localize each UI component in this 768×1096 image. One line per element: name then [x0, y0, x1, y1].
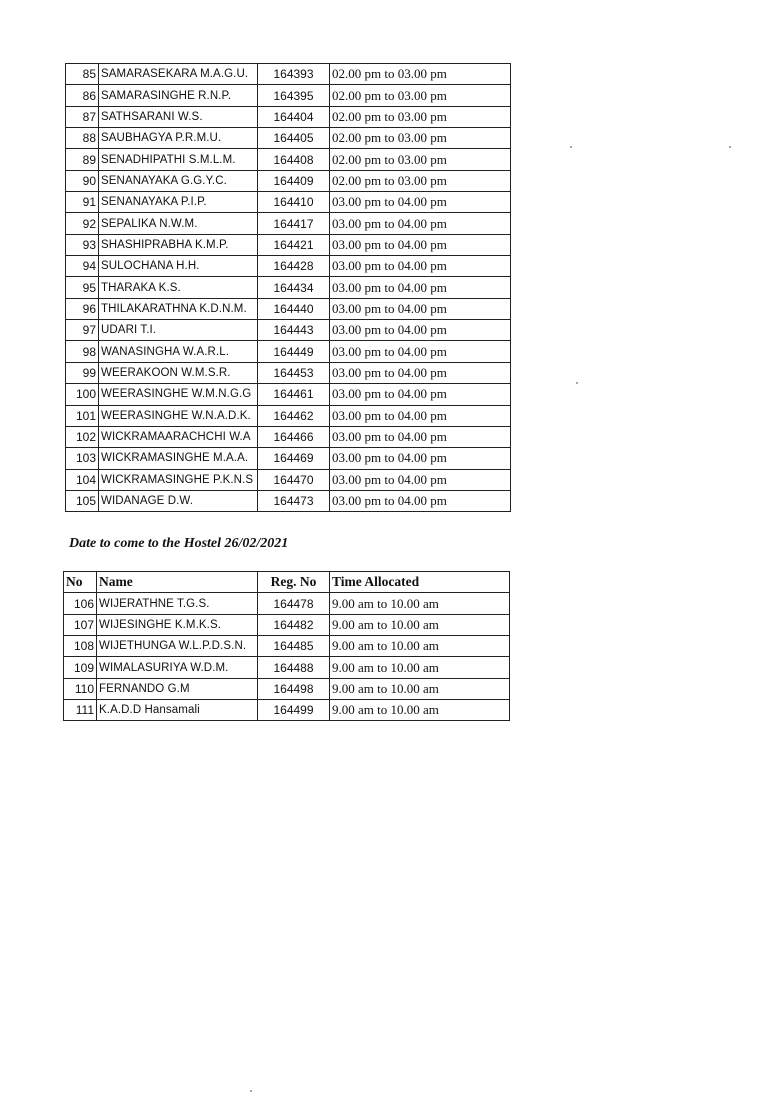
row-no: 94: [66, 256, 99, 277]
row-no: 89: [66, 149, 99, 170]
reg-no: 164499: [258, 700, 330, 721]
reg-no: 164453: [258, 362, 330, 383]
table-row: [66, 405, 511, 426]
header-no: No: [64, 572, 97, 593]
table-row: [66, 213, 511, 234]
student-name: WICKRAMASINGHE M.A.A.: [99, 448, 258, 469]
student-name: WANASINGHA W.A.R.L.: [99, 341, 258, 362]
table-row: [66, 341, 511, 362]
table-row: [66, 234, 511, 255]
allocation-table-2: [63, 571, 510, 721]
student-name: K.A.D.D Hansamali: [97, 700, 258, 721]
reg-no: 164470: [258, 469, 330, 490]
header-time-allocated: Time Allocated: [330, 572, 510, 593]
row-no: 105: [66, 490, 99, 511]
scan-speck: [729, 146, 731, 148]
time-allocated: 03.00 pm to 04.00 pm: [330, 490, 511, 511]
table-row: [64, 593, 510, 614]
table-row: [66, 277, 511, 298]
row-no: 92: [66, 213, 99, 234]
row-no: 97: [66, 320, 99, 341]
table-row: [66, 128, 511, 149]
student-name: UDARI T.I.: [99, 320, 258, 341]
row-no: 102: [66, 426, 99, 447]
reg-no: 164434: [258, 277, 330, 298]
row-no: 99: [66, 362, 99, 383]
table-row: [64, 678, 510, 699]
time-allocated: 9.00 am to 10.00 am: [330, 678, 510, 699]
time-allocated: 03.00 pm to 04.00 pm: [330, 192, 511, 213]
reg-no: 164405: [258, 128, 330, 149]
row-no: 98: [66, 341, 99, 362]
student-name: FERNANDO G.M: [97, 678, 258, 699]
hostel-date-heading: Date to come to the Hostel 26/02/2021: [69, 536, 289, 551]
reg-no: 164409: [258, 170, 330, 191]
reg-no: 164404: [258, 106, 330, 127]
table-row: [66, 469, 511, 490]
row-no: 101: [66, 405, 99, 426]
row-no: 88: [66, 128, 99, 149]
table-row: [66, 256, 511, 277]
student-name: WICKRAMASINGHE P.K.N.S: [99, 469, 258, 490]
table-row: [66, 85, 511, 106]
table-row: [66, 384, 511, 405]
reg-no: 164408: [258, 149, 330, 170]
row-no: 93: [66, 234, 99, 255]
table-2-header: [64, 572, 510, 593]
table-row: [66, 170, 511, 191]
row-no: 95: [66, 277, 99, 298]
reg-no: 164461: [258, 384, 330, 405]
scan-speck: [250, 1090, 252, 1092]
row-no: 104: [66, 469, 99, 490]
student-name: WEERASINGHE W.M.N.G.G: [99, 384, 258, 405]
time-allocated: 02.00 pm to 03.00 pm: [330, 64, 511, 85]
table-row: [66, 106, 511, 127]
reg-no: 164482: [258, 614, 330, 635]
time-allocated: 9.00 am to 10.00 am: [330, 700, 510, 721]
table-row: [66, 320, 511, 341]
table-row: [66, 192, 511, 213]
row-no: 100: [66, 384, 99, 405]
time-allocated: 9.00 am to 10.00 am: [330, 636, 510, 657]
student-name: THILAKARATHNA K.D.N.M.: [99, 298, 258, 319]
row-no: 86: [66, 85, 99, 106]
student-name: SENANAYAKA G.G.Y.C.: [99, 170, 258, 191]
time-allocated: 03.00 pm to 04.00 pm: [330, 277, 511, 298]
scan-speck: [576, 382, 578, 384]
time-allocated: 03.00 pm to 04.00 pm: [330, 320, 511, 341]
table-row: [66, 448, 511, 469]
table-row: [66, 298, 511, 319]
row-no: 96: [66, 298, 99, 319]
time-allocated: 02.00 pm to 03.00 pm: [330, 170, 511, 191]
header-row: [64, 572, 510, 593]
reg-no: 164421: [258, 234, 330, 255]
row-no: 107: [64, 614, 97, 635]
row-no: 110: [64, 678, 97, 699]
reg-no: 164469: [258, 448, 330, 469]
student-name: SENADHIPATHI S.M.L.M.: [99, 149, 258, 170]
row-no: 85: [66, 64, 99, 85]
time-allocated: 02.00 pm to 03.00 pm: [330, 106, 511, 127]
student-name: WIDANAGE D.W.: [99, 490, 258, 511]
table-row: [64, 614, 510, 635]
time-allocated: 03.00 pm to 04.00 pm: [330, 256, 511, 277]
row-no: 111: [64, 700, 97, 721]
time-allocated: 03.00 pm to 04.00 pm: [330, 384, 511, 405]
allocation-table-1-body: [66, 64, 511, 512]
table-row: [66, 490, 511, 511]
row-no: 108: [64, 636, 97, 657]
table-row: [66, 426, 511, 447]
student-name: THARAKA K.S.: [99, 277, 258, 298]
table-row: [64, 700, 510, 721]
reg-no: 164417: [258, 213, 330, 234]
reg-no: 164485: [258, 636, 330, 657]
reg-no: 164498: [258, 678, 330, 699]
table-row: [64, 657, 510, 678]
allocation-table-1: [65, 63, 511, 512]
time-allocated: 03.00 pm to 04.00 pm: [330, 362, 511, 383]
time-allocated: 03.00 pm to 04.00 pm: [330, 213, 511, 234]
student-name: SENANAYAKA P.I.P.: [99, 192, 258, 213]
time-allocated: 02.00 pm to 03.00 pm: [330, 85, 511, 106]
student-name: WIMALASURIYA W.D.M.: [97, 657, 258, 678]
table-row: [66, 362, 511, 383]
scan-speck: [570, 146, 572, 148]
student-name: SAMARASEKARA M.A.G.U.: [99, 64, 258, 85]
student-name: WEERASINGHE W.N.A.D.K.: [99, 405, 258, 426]
time-allocated: 03.00 pm to 04.00 pm: [330, 448, 511, 469]
row-no: 103: [66, 448, 99, 469]
time-allocated: 02.00 pm to 03.00 pm: [330, 128, 511, 149]
header-name: Name: [97, 572, 258, 593]
student-name: SEPALIKA N.W.M.: [99, 213, 258, 234]
reg-no: 164478: [258, 593, 330, 614]
time-allocated: 9.00 am to 10.00 am: [330, 614, 510, 635]
student-name: WIJETHUNGA W.L.P.D.S.N.: [97, 636, 258, 657]
time-allocated: 03.00 pm to 04.00 pm: [330, 426, 511, 447]
time-allocated: 02.00 pm to 03.00 pm: [330, 149, 511, 170]
reg-no: 164440: [258, 298, 330, 319]
reg-no: 164393: [258, 64, 330, 85]
allocation-table-2-body: [64, 593, 510, 721]
table-row: [64, 636, 510, 657]
time-allocated: 03.00 pm to 04.00 pm: [330, 234, 511, 255]
student-name: SAMARASINGHE R.N.P.: [99, 85, 258, 106]
reg-no: 164462: [258, 405, 330, 426]
reg-no: 164428: [258, 256, 330, 277]
reg-no: 164473: [258, 490, 330, 511]
time-allocated: 03.00 pm to 04.00 pm: [330, 469, 511, 490]
reg-no: 164395: [258, 85, 330, 106]
student-name: SULOCHANA H.H.: [99, 256, 258, 277]
time-allocated: 03.00 pm to 04.00 pm: [330, 405, 511, 426]
time-allocated: 03.00 pm to 04.00 pm: [330, 298, 511, 319]
student-name: WICKRAMAARACHCHI W.A: [99, 426, 258, 447]
header-reg-no: Reg. No: [258, 572, 330, 593]
student-name: WEERAKOON W.M.S.R.: [99, 362, 258, 383]
student-name: WIJERATHNE T.G.S.: [97, 593, 258, 614]
table-row: [66, 64, 511, 85]
row-no: 106: [64, 593, 97, 614]
time-allocated: 03.00 pm to 04.00 pm: [330, 341, 511, 362]
time-allocated: 9.00 am to 10.00 am: [330, 593, 510, 614]
student-name: SAUBHAGYA P.R.M.U.: [99, 128, 258, 149]
time-allocated: 9.00 am to 10.00 am: [330, 657, 510, 678]
row-no: 87: [66, 106, 99, 127]
table-row: [66, 149, 511, 170]
student-name: SATHSARANI W.S.: [99, 106, 258, 127]
row-no: 109: [64, 657, 97, 678]
student-name: WIJESINGHE K.M.K.S.: [97, 614, 258, 635]
reg-no: 164466: [258, 426, 330, 447]
row-no: 90: [66, 170, 99, 191]
student-name: SHASHIPRABHA K.M.P.: [99, 234, 258, 255]
row-no: 91: [66, 192, 99, 213]
reg-no: 164443: [258, 320, 330, 341]
reg-no: 164410: [258, 192, 330, 213]
reg-no: 164449: [258, 341, 330, 362]
reg-no: 164488: [258, 657, 330, 678]
